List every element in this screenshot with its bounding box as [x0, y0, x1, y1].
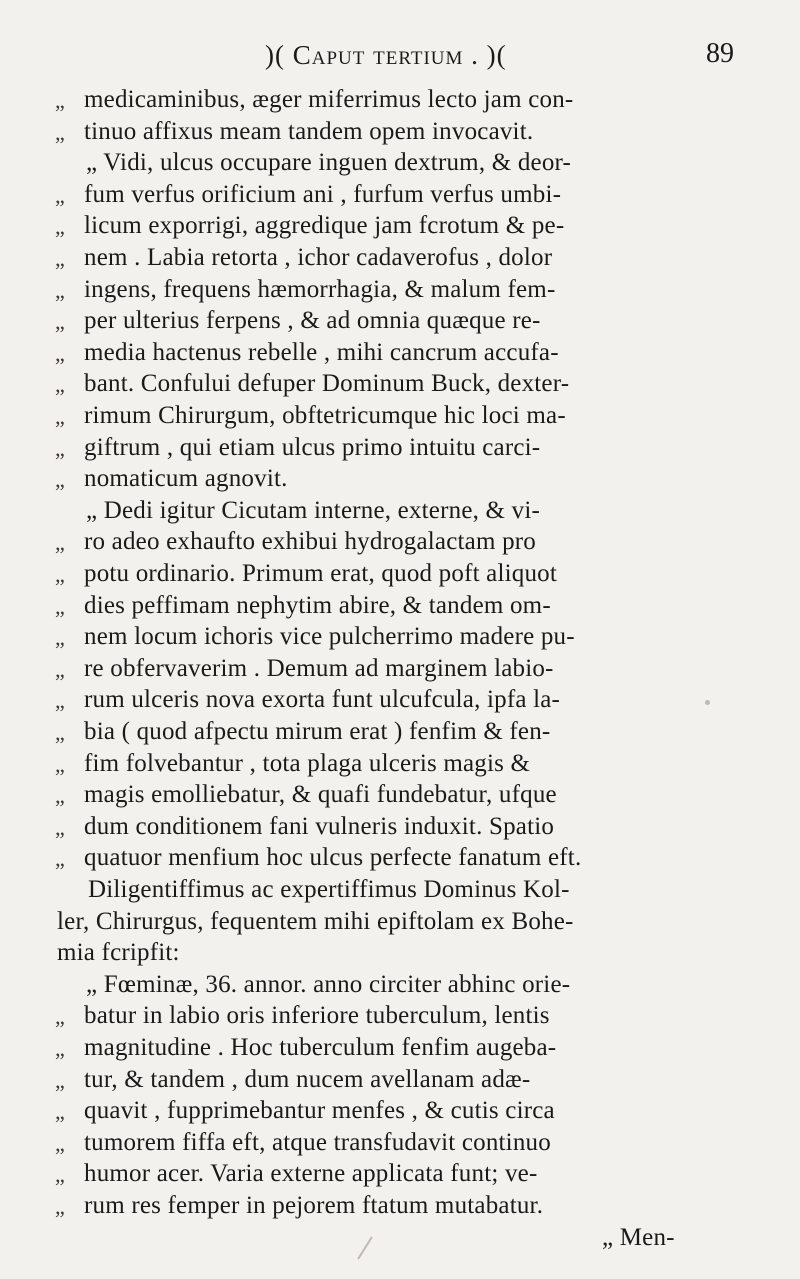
quote-mark: „: [55, 435, 65, 461]
quote-mark: „: [55, 340, 65, 366]
line-text: humor acer. Varia externe applicata funt; ve-: [84, 1160, 538, 1188]
quote-mark: „: [55, 593, 65, 619]
line-text: bant. Confului defuper Dominum Buck, dexter-: [84, 370, 570, 398]
text-line: [0, 116, 800, 148]
line-text: rimum Chirurgum, obftetricumque hic loci ma-: [84, 402, 566, 429]
quote-mark: „: [55, 214, 65, 240]
line-text: batur in labio oris inferiore tuberculum, lentis: [84, 1002, 550, 1030]
line-text: ingens, frequens hæmorrhagia, & malum fem-: [84, 275, 556, 303]
line-text: fim folvebantur , tota plaga ulceris magis &: [84, 749, 531, 777]
line-text: medicaminibus, æger miferrimus lecto jam con-: [84, 86, 574, 113]
line-text: tumorem fiffa eft, atque transfudavit continuo: [84, 1128, 551, 1156]
quote-mark: „: [55, 625, 65, 651]
text-line: [0, 400, 800, 432]
line-text: dies peffimam nephytim abire, & tandem om-: [84, 591, 551, 619]
quote-mark: „: [55, 846, 65, 872]
text-line: [0, 305, 800, 337]
text-line: [0, 179, 800, 211]
text-line: [0, 274, 800, 306]
text-line: [0, 337, 800, 369]
line-text: mia fcripfit:: [57, 939, 180, 967]
quote-mark: „: [55, 688, 65, 714]
text-line: [0, 463, 800, 495]
line-text: bia ( quod afpectu mirum erat ) fenfim & fen-: [84, 718, 551, 745]
quote-mark: „: [55, 1162, 65, 1188]
line-text: „ Vidi, ulcus occupare inguen dextrum, & deor-: [86, 149, 572, 177]
quote-mark: „: [55, 1099, 65, 1125]
text-line: [0, 84, 800, 116]
line-text: ro adeo exhaufto exhibui hydrogalactam pro: [84, 528, 536, 556]
quote-mark: „: [55, 88, 65, 113]
text-line: [0, 147, 800, 179]
line-text: rum ulceris nova exorta funt ulcufcula, ipfa la-: [84, 686, 561, 714]
line-text: dum conditionem fani vulneris induxit. Spatio: [84, 812, 555, 840]
line-text: „ Dedi igitur Cicutam interne, externe, & vi-: [86, 496, 540, 524]
quote-mark: „: [55, 404, 65, 429]
quote-mark: „: [55, 246, 65, 271]
quote-mark: „: [55, 1067, 65, 1093]
text-line: [0, 653, 800, 685]
quote-mark: „: [55, 562, 65, 587]
quote-mark: „: [55, 1194, 65, 1219]
text-line: [0, 937, 800, 969]
quote-mark: „: [55, 720, 65, 745]
text-line: [0, 748, 800, 780]
text-line: [0, 590, 800, 622]
quote-mark: „: [55, 1036, 65, 1061]
line-text: nem locum ichoris vice pulcherrimo madere pu-: [84, 623, 575, 651]
text-line: [0, 495, 800, 527]
line-text: fum verfus orificium ani , furfum verfus umbi-: [84, 180, 562, 208]
text-line: [0, 874, 800, 906]
line-text: nem . Labia retorta , ichor cadaverofus , dolor: [84, 244, 553, 271]
text-line: [0, 1127, 800, 1159]
line-text: quatuor menfium hoc ulcus perfecte fanatum eft.: [84, 844, 582, 872]
quote-mark: „: [55, 751, 65, 777]
running-head: )( Caput tertium . )(: [265, 40, 507, 70]
text-line: [0, 1000, 800, 1032]
quote-mark: „: [55, 783, 65, 809]
quote-mark: „: [55, 1004, 65, 1030]
line-text: ler, Chirurgus, fequentem mihi epiftolam ex Bohe-: [57, 907, 574, 935]
text-line: [0, 621, 800, 653]
quote-mark: „: [55, 309, 65, 335]
line-text: per ulterius ferpens , & ad omnia quæque re-: [84, 307, 541, 335]
quote-mark: „: [55, 119, 65, 145]
quote-mark: „: [55, 814, 65, 840]
text-line: [0, 210, 800, 242]
text-line: [0, 779, 800, 811]
line-text: „ Fœminæ, 36. annor. anno circiter abhinc orie-: [86, 970, 571, 998]
line-text: magnitudine . Hoc tuberculum fenfim augeba-: [84, 1034, 557, 1061]
text-line: [0, 526, 800, 558]
quote-mark: „: [55, 277, 65, 303]
line-text: quavit , fupprimebantur menfes , & cutis circa: [84, 1097, 555, 1125]
line-text: magis emolliebatur, & quafi fundebatur, ufque: [84, 781, 557, 809]
text-line: [0, 1158, 800, 1190]
line-text: rum res femper in pejorem ftatum mutabatur.: [84, 1192, 544, 1219]
text-line: [0, 684, 800, 716]
line-text: Diligentiffimus ac expertiffimus Dominus Kol-: [88, 876, 570, 903]
quote-mark: „: [55, 1130, 65, 1156]
text-line: [0, 1222, 800, 1254]
text-line: [0, 368, 800, 400]
page-header: [0, 32, 800, 72]
text-line: [0, 969, 800, 1001]
quote-mark: „: [55, 467, 65, 493]
text-line: [0, 811, 800, 843]
text-line: [0, 558, 800, 590]
page-number: 89: [706, 38, 734, 69]
quote-mark: „: [55, 372, 65, 398]
quote-mark: „: [55, 656, 65, 682]
quote-mark: „: [55, 530, 65, 556]
paper-stain: [705, 700, 710, 705]
text-line: [0, 432, 800, 464]
line-text: giftrum , qui etiam ulcus primo intuitu carci-: [84, 433, 541, 461]
text-line: [0, 906, 800, 938]
quote-mark: „: [55, 182, 65, 208]
line-text: media hactenus rebelle , mihi cancrum accufa-: [84, 338, 559, 366]
text-line: [0, 1032, 800, 1064]
line-text: tur, & tandem , dum nucem avellanam adæ-: [84, 1065, 531, 1093]
line-text: potu ordinario. Primum erat, quod poft aliquot: [84, 560, 558, 587]
text-line: [0, 242, 800, 274]
line-text: tinuo affixus meam tandem opem invocavit.: [84, 117, 534, 145]
text-line: [0, 1064, 800, 1096]
text-line: [0, 842, 800, 874]
text-line: [0, 716, 800, 748]
text-line: [0, 1190, 800, 1222]
line-text: licum exporrigi, aggredique jam fcrotum & pe-: [84, 212, 565, 240]
line-text: re obfervaverim . Demum ad marginem labio-: [84, 654, 554, 682]
line-text: „ Men-: [602, 1223, 675, 1251]
line-text: nomaticum agnovit.: [84, 465, 288, 493]
text-line: [0, 1095, 800, 1127]
